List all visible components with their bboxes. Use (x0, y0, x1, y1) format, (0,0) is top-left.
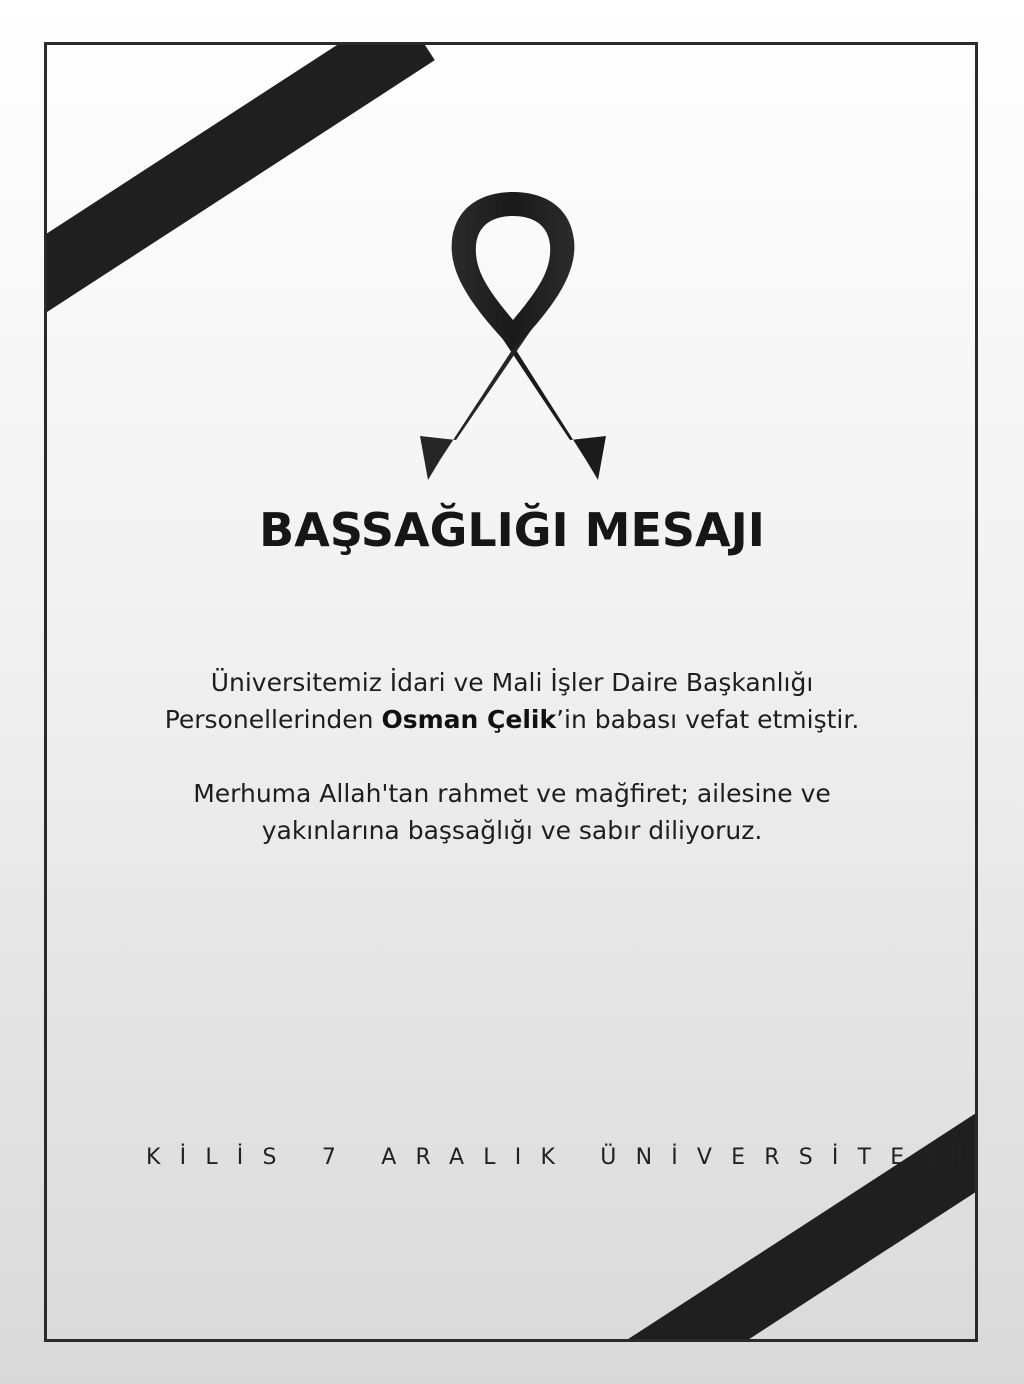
message-paragraph-2 (0, 775, 1024, 849)
message-line-1: Üniversitemiz İdari ve Mali İşler Daire Başkanlığı (210, 668, 814, 697)
mourning-band-bottom-right (599, 1053, 978, 1342)
condolence-message (0, 664, 1024, 886)
mourning-band-top-left (44, 42, 435, 365)
page-title: BAŞSAĞLIĞI MESAJI (259, 503, 765, 557)
deceased-relative-name: Osman Çelik (381, 705, 557, 734)
message-line-2-suffix: ’in babası vefat etmiştir. (556, 705, 860, 734)
mourning-ribbon-icon (420, 190, 606, 480)
message-line-4: yakınlarına başsağlığı ve sabır diliyoruz. (261, 816, 763, 845)
message-paragraph-1 (0, 664, 1024, 738)
message-line-2-prefix: Personellerinden (164, 705, 382, 734)
message-line-3: Merhuma Allah'tan rahmet ve mağfiret; ailesine ve (193, 779, 831, 808)
university-name: KİLİS 7 ARALIK ÜNİVERSİTESİ (146, 1145, 983, 1170)
